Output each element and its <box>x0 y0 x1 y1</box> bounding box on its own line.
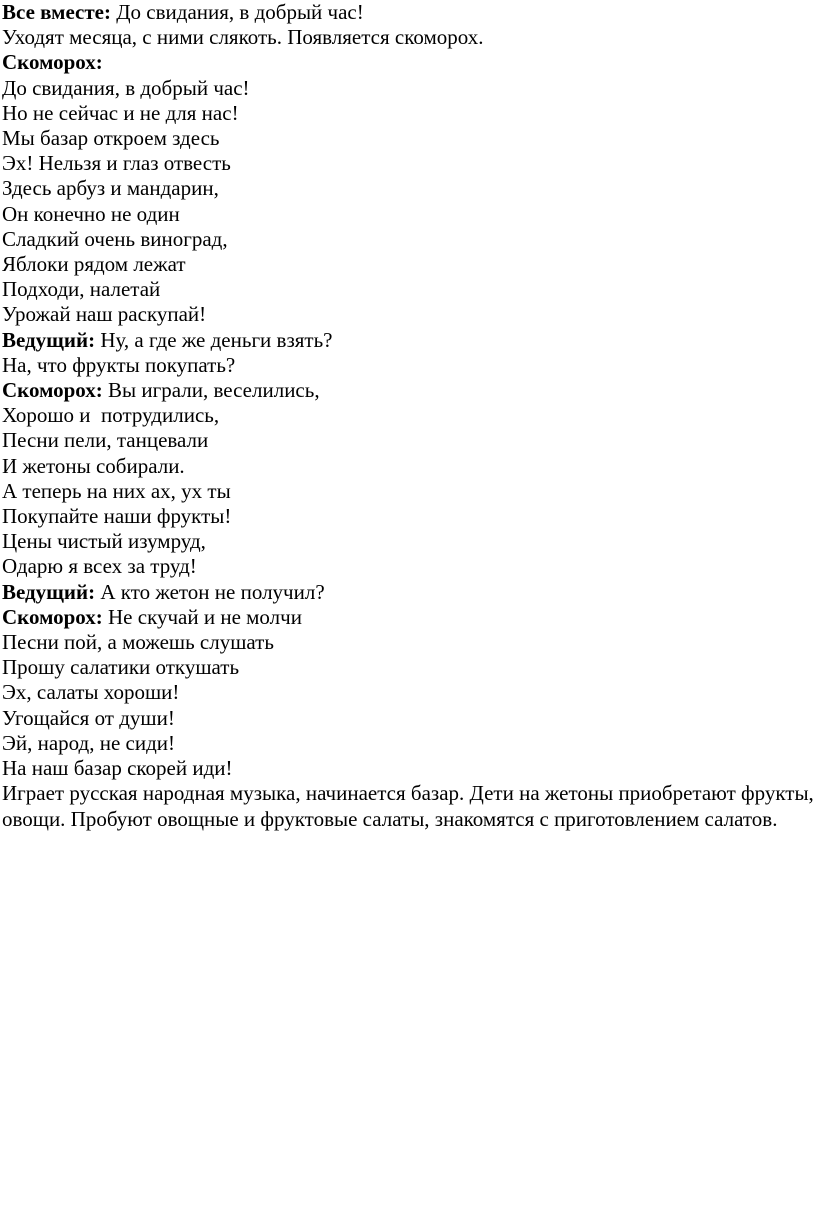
line-text: А теперь на них ах, ух ты <box>2 478 231 503</box>
text-line <box>2 630 814 655</box>
text-line <box>2 202 814 227</box>
line-text: Цены чистый изумруд, <box>2 529 206 554</box>
line-text: Хорошо и потрудились, <box>2 403 220 428</box>
line-text: Подходи, налетай <box>2 277 161 302</box>
text-line <box>2 756 814 781</box>
text-line <box>2 25 814 50</box>
text-line <box>2 655 814 680</box>
line-text: Но не сейчас и не для нас! <box>2 100 239 125</box>
line-text: Прошу салатики откушать <box>2 655 240 680</box>
line-text: Не скучай и не молчи <box>102 604 302 629</box>
script-text <box>2 0 814 832</box>
speaker-label: Ведущий: <box>2 327 96 352</box>
line-text: До свидания, в добрый час! <box>110 0 364 24</box>
text-line <box>2 0 814 25</box>
line-text: Угощайся от души! <box>2 705 175 730</box>
line-text: И жетоны собирали. <box>2 453 185 478</box>
speaker-label: Скоморох: <box>2 50 103 75</box>
line-text: Мы базар откроем здесь <box>2 126 220 151</box>
text-line <box>2 428 814 453</box>
text-line <box>2 554 814 579</box>
text-line <box>2 504 814 529</box>
text-line <box>2 605 814 630</box>
text-line <box>2 479 814 504</box>
line-text: Сладкий очень виноград, <box>2 226 228 251</box>
line-text: Эх! Нельзя и глаз отвесть <box>2 151 231 176</box>
text-line <box>2 126 814 151</box>
text-line <box>2 151 814 176</box>
line-text: Уходят месяца, с ними слякоть. Появляется скоморох. <box>2 25 484 50</box>
text-line <box>2 227 814 252</box>
text-line <box>2 302 814 327</box>
line-text: Эх, салаты хороши! <box>2 680 180 705</box>
line-text: До свидания, в добрый час! <box>2 75 250 100</box>
text-line <box>2 277 814 302</box>
text-line <box>2 706 814 731</box>
line-text: Он конечно не один <box>2 201 180 226</box>
text-line <box>2 378 814 403</box>
text-line <box>2 176 814 201</box>
speaker-label: Скоморох: <box>2 604 103 629</box>
line-text: Покупайте наши фрукты! <box>2 504 232 529</box>
text-line <box>2 529 814 554</box>
text-line <box>2 580 814 605</box>
text-line <box>2 454 814 479</box>
text-line <box>2 101 814 126</box>
speaker-label: Скоморох: <box>2 378 103 403</box>
line-text: А кто жетон не получил? <box>95 579 325 604</box>
line-text: Ну, а где же деньги взять? <box>95 327 333 352</box>
line-text: На, что фрукты покупать? <box>2 352 236 377</box>
speaker-label: Все вместе: <box>2 0 111 24</box>
line-text: Урожай наш раскупай! <box>2 302 207 327</box>
text-line <box>2 328 814 353</box>
text-line <box>2 731 814 756</box>
text-line <box>2 50 814 75</box>
text-line <box>2 353 814 378</box>
text-line <box>2 680 814 705</box>
text-line <box>2 403 814 428</box>
line-text: Одарю я всех за труд! <box>2 554 197 579</box>
stage-direction: Играет русская народная музыка, начинается базар. Дети на жетоны приобретают фрукты, овощи. Пробуют овощные и фруктовые салаты, знакомятся с приготовлением салатов. <box>2 781 814 831</box>
line-text: Песни пели, танцевали <box>2 428 209 453</box>
line-text: Песни пой, а можешь слушать <box>2 630 274 655</box>
line-text: Эй, народ, не сиди! <box>2 730 176 755</box>
line-text: На наш базар скорей иди! <box>2 756 233 781</box>
line-text: Яблоки рядом лежат <box>2 252 186 277</box>
speaker-label: Ведущий: <box>2 579 96 604</box>
line-text: Здесь арбуз и мандарин, <box>2 176 219 201</box>
line-text: Вы играли, веселились, <box>102 378 320 403</box>
text-line <box>2 252 814 277</box>
text-line <box>2 76 814 101</box>
